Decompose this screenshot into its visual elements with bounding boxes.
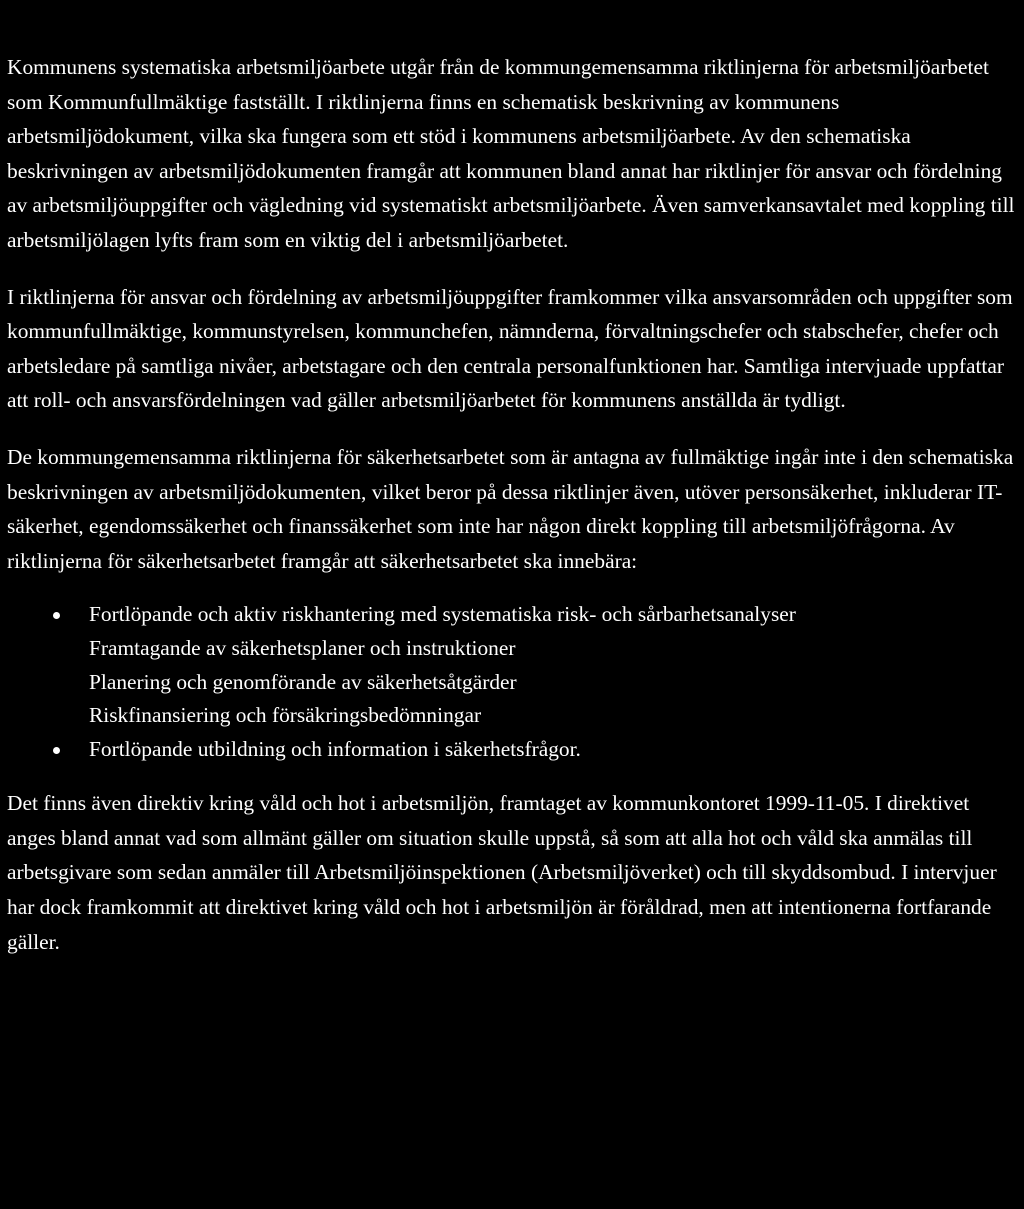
paragraph-violence-threat-directive: Det finns även direktiv kring våld och hot i arbetsmiljön, framtaget av kommunkontoret 1999-11-05. I direktivet anges bland annat vad som allmänt gäller om situation skulle uppstå, så som att alla hot och våld ska anmälas till arbetsgivare som sedan anmäler till Arbetsmiljöinspektionen (Arbetsmiljöverket) och till skyddsombud. I intervjuer har dock framkommit att direktivet kring våld och hot i arbetsmiljön är föråldrad, men att intentionerna fortfarande gäller. (7, 791, 997, 954)
list-item (7, 598, 1017, 632)
list-item-text: Riskfinansiering och försäkringsbedömningar (89, 703, 482, 728)
list-item (7, 699, 1017, 733)
list-item-text: Fortlöpande utbildning och information i säkerhetsfrågor. (89, 736, 581, 761)
paragraph-work-environment-guidelines: Kommunens systematiska arbetsmiljöarbete utgår från de kommungemensamma riktlinjerna för arbetsmiljöarbetet som Kommunfullmäktige fastställt. I riktlinjerna finns en schematisk beskrivning av kommunens arbetsmiljödokument, vilka ska fungera som ett stöd i kommunens arbetsmiljöarbete. Av den schematiska beskrivningen av arbetsmiljödokumenten framgår att kommunen bland annat har riktlinjer för ansvar och fördelning av arbetsmiljöuppgifter och vägledning vid systematiskt arbetsmiljöarbete. Även samverkansavtalet med koppling till arbetsmiljölagen lyfts fram som en viktig del i arbetsmiljöarbetet. (7, 55, 1015, 252)
security-work-list (7, 598, 1017, 766)
list-item (7, 666, 1017, 700)
list-item-text: Framtagande av säkerhetsplaner och instruktioner (89, 635, 516, 660)
bullet-icon (53, 612, 60, 619)
list-item-text: Fortlöpande och aktiv riskhantering med systematiska risk- och sårbarhetsanalyser (89, 602, 796, 627)
paragraph-security-guidelines: De kommungemensamma riktlinjerna för säkerhetsarbetet som är antagna av fullmäktige ingår inte i den schematiska beskrivningen av arbetsmiljödokumenten, vilket beror på dessa riktlinjer även, utöver personsäkerhet, inkluderar IT-säkerhet, egendomssäkerhet och finanssäkerhet som inte har någon direkt koppling till arbetsmiljöfrågorna. Av riktlinjerna för säkerhetsarbetet framgår att säkerhetsarbetet ska innebära: (7, 444, 1014, 573)
list-item (7, 632, 1017, 666)
bullet-icon (53, 747, 60, 754)
list-item (7, 733, 1017, 767)
document-page (7, 50, 1017, 959)
list-item-text: Planering och genomförande av säkerhetsåtgärder (89, 669, 517, 694)
paragraph-responsibility-distribution: I riktlinjerna för ansvar och fördelning av arbetsmiljöuppgifter framkommer vilka ansvarsområden och uppgifter som kommunfullmäktige, kommunstyrelsen, kommunchefen, nämnderna, förvaltningschefer och stabschefer, chefer och arbetsledare på samtliga nivåer, arbetstagare och den centrala personalfunktionen har. Samtliga intervjuade uppfattar att roll- och ansvarsfördelningen vad gäller arbetsmiljöarbetet för kommunens anställda är tydligt. (7, 284, 1013, 413)
